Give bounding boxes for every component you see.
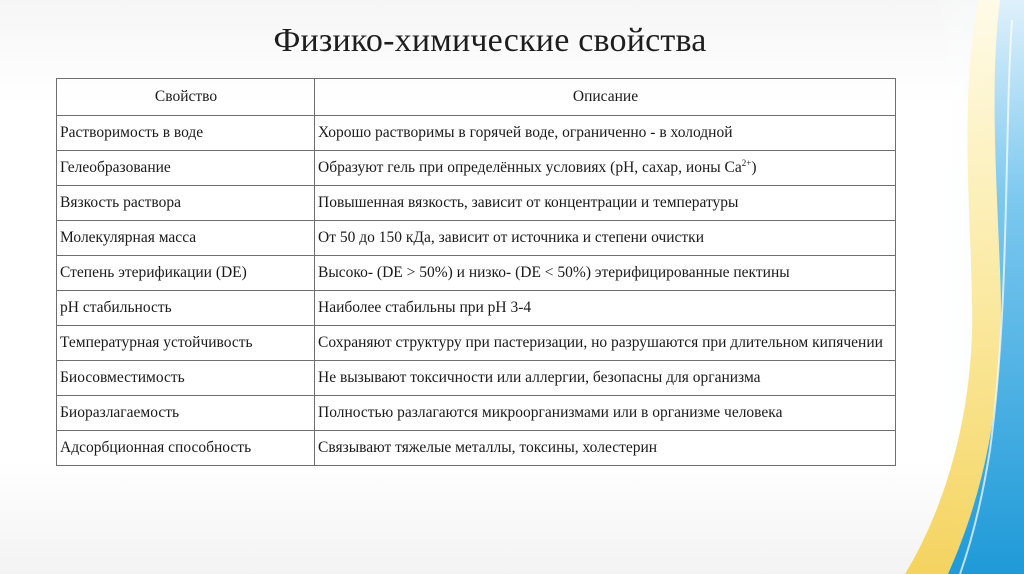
table-row: [57, 151, 896, 186]
cell-description: Полностью разлагаются микроорганизмами или в организме человека: [315, 396, 896, 431]
cell-property: Температурная устойчивость: [57, 326, 315, 361]
table-row: [57, 361, 896, 396]
table-row: [57, 116, 896, 151]
properties-table: [56, 78, 896, 466]
cell-property: Адсорбционная способность: [57, 431, 315, 466]
ion-charge: 2+: [741, 157, 752, 168]
table-row: [57, 291, 896, 326]
cell-property: pH стабильность: [57, 291, 315, 326]
cell-description-tail: ): [751, 159, 757, 176]
table-row: [57, 326, 896, 361]
table-row: [57, 186, 896, 221]
cell-property: Биоразлагаемость: [57, 396, 315, 431]
cell-description: [315, 151, 896, 186]
table-row: [57, 256, 896, 291]
table-row: [57, 431, 896, 466]
page-title: Физико-химические свойства: [273, 22, 707, 59]
cell-description: От 50 до 150 кДа, зависит от источника и степени очистки: [315, 221, 896, 256]
header-description: Описание: [315, 79, 896, 116]
cell-property: Молекулярная масса: [57, 221, 315, 256]
cell-description: Повышенная вязкость, зависит от концентрации и температуры: [315, 186, 896, 221]
cell-property: Растворимость в воде: [57, 116, 315, 151]
table-row: [57, 396, 896, 431]
cell-description-text: Образуют гель при определённых условиях (pH, сахар, ионы Ca: [318, 159, 742, 176]
cell-description: Связывают тяжелые металлы, токсины, холестерин: [315, 431, 896, 466]
cell-property: Биосовместимость: [57, 361, 315, 396]
cell-property: Степень этерификации (DE): [57, 256, 315, 291]
table-header-row: [57, 79, 896, 116]
cell-description: Сохраняют структуру при пастеризации, но разрушаются при длительном кипячении: [315, 326, 896, 361]
cell-description: Высоко- (DE > 50%) и низко- (DE < 50%) этерифицированные пектины: [315, 256, 896, 291]
table-row: [57, 221, 896, 256]
header-property: Свойство: [57, 79, 315, 116]
cell-description: Хорошо растворимы в горячей воде, ограниченно - в холодной: [315, 116, 896, 151]
cell-description: Не вызывают токсичности или аллергии, безопасны для организма: [315, 361, 896, 396]
cell-property: Гелеобразование: [57, 151, 315, 186]
cell-property: Вязкость раствора: [57, 186, 315, 221]
cell-description: Наиболее стабильны при pH 3-4: [315, 291, 896, 326]
